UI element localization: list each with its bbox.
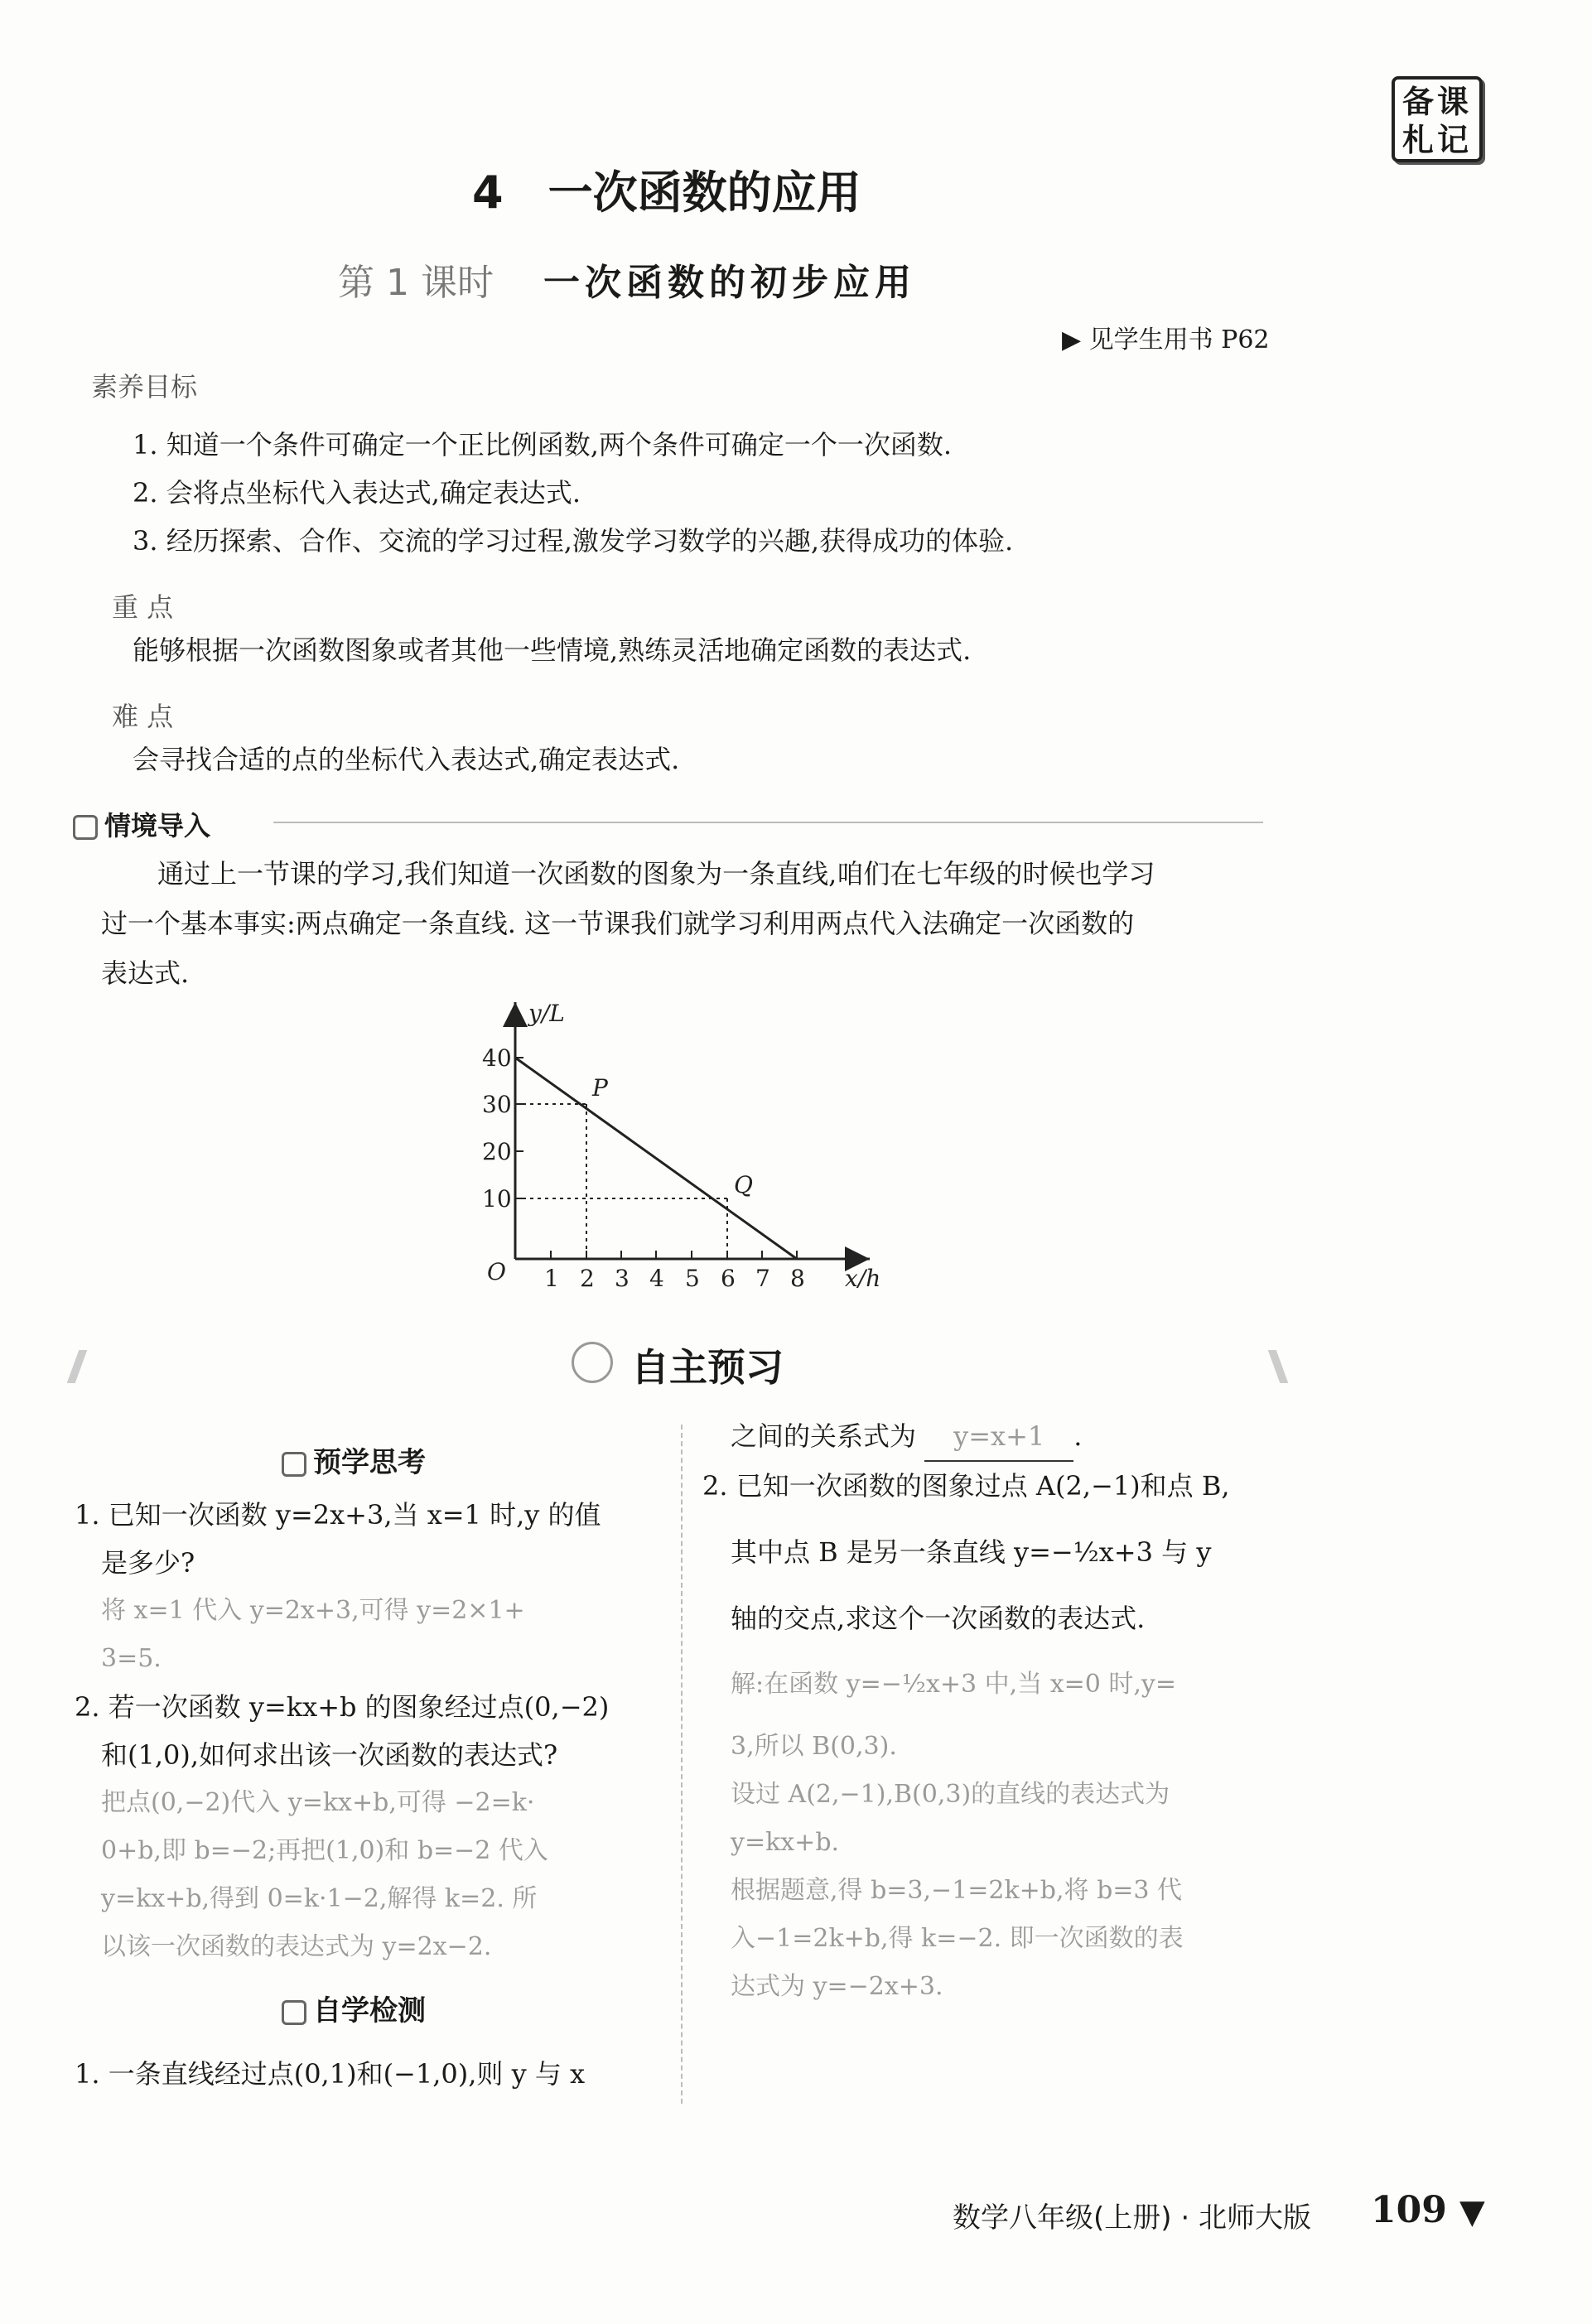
banner-right-mark xyxy=(1268,1350,1289,1383)
difficulty-text: 会寻找合适的点的坐标代入表达式,确定表达式. xyxy=(133,744,680,775)
check-q1-line1: 1. 一条直线经过点(0,1)和(−1,0),则 y 与 x xyxy=(75,2058,586,2090)
y-axis-label: y/L xyxy=(528,1000,565,1027)
check-q1-answer: y=x+1 xyxy=(924,1412,1073,1462)
lesson-heading xyxy=(338,253,916,306)
pre-a1-line1: 将 x=1 代入 y=2x+3,可得 y=2×1+ xyxy=(101,1596,525,1625)
pre-q2-line1: 2. 若一次函数 y=kx+b 的图象经过点(0,−2) xyxy=(75,1691,610,1723)
intro-line-1: 通过上一节课的学习,我们知道一次函数的图象为一条直线,咱们在七年级的时候也学习 xyxy=(157,858,1155,890)
check-q1-cont-text: 之间的关系式为 xyxy=(731,1420,917,1452)
check-a2-line4: y=kx+b. xyxy=(731,1828,840,1857)
self-check-header xyxy=(282,1988,426,2028)
x-tick-5: 5 xyxy=(685,1265,700,1288)
x-tick-8: 8 xyxy=(790,1265,805,1288)
chat-icon xyxy=(73,815,98,840)
footer-text: 数学八年级(上册) · 北师大版 xyxy=(953,2201,1311,2235)
line-graph xyxy=(464,990,895,1288)
check-a2-line6: 入−1=2k+b,得 k=−2. 即一次函数的表 xyxy=(731,1924,1184,1953)
pre-think-label: 预学思考 xyxy=(313,1446,426,1479)
notes-stamp xyxy=(1392,76,1483,162)
corner-arrow-icon: ▼ xyxy=(1459,2193,1485,2231)
x-tick-6: 6 xyxy=(721,1265,736,1288)
pre-think-header xyxy=(282,1439,426,1480)
point-q-label: Q xyxy=(734,1171,753,1198)
y-tick-10: 10 xyxy=(482,1185,512,1213)
book-icon xyxy=(282,1452,306,1477)
lesson-title: 一次函数的初步应用 xyxy=(543,262,916,304)
check-a2-line5: 根据题意,得 b=3,−1=2k+b,将 b=3 代 xyxy=(731,1876,1183,1905)
check-q2-line3: 轴的交点,求这个一次函数的表达式. xyxy=(731,1603,1146,1634)
check-a2-line1: 解:在函数 y=−½x+3 中,当 x=0 时,y= xyxy=(731,1670,1176,1699)
page-number: 109 xyxy=(1371,2189,1447,2231)
column-divider xyxy=(681,1425,683,2104)
pre-a2-line3: y=kx+b,得到 0=k·1−2,解得 k=2. 所 xyxy=(101,1884,538,1913)
preview-icon xyxy=(572,1342,613,1383)
key-point-text: 能够根据一次函数图象或者其他一些情境,熟练灵活地确定函数的表达式. xyxy=(133,634,972,666)
origin-label: O xyxy=(487,1258,506,1285)
y-tick-40: 40 xyxy=(482,1044,512,1072)
intro-label: 情境导入 xyxy=(104,810,211,841)
difficulty-label: 难 点 xyxy=(112,701,174,732)
intro-line-2: 过一个基本事实:两点确定一条直线. 这一节课我们就学习利用两点代入法确定一次函数的 xyxy=(101,908,1135,939)
chapter-title: 4 一次函数的应用 xyxy=(472,166,861,219)
pre-q1-line1: 1. 已知一次函数 y=2x+3,当 x=1 时,y 的值 xyxy=(75,1499,601,1531)
check-a2-line2: 3,所以 B(0,3). xyxy=(731,1732,897,1761)
intro-header xyxy=(73,805,210,843)
intro-divider xyxy=(273,822,1263,823)
ref-text: 见学生用书 P62 xyxy=(1088,325,1270,354)
x-axis-label: x/h xyxy=(845,1265,881,1288)
goal-3: 3. 经历探索、合作、交流的学习过程,激发学习数学的兴趣,获得成功的体验. xyxy=(133,525,1014,557)
y-tick-30: 30 xyxy=(482,1091,512,1118)
stamp-line-2: 札记 xyxy=(1401,122,1472,158)
preview-title: 自主预习 xyxy=(631,1345,784,1390)
pre-a2-line2: 0+b,即 b=−2;再把(1,0)和 b=−2 代入 xyxy=(101,1836,548,1865)
point-p-label: P xyxy=(592,1074,608,1102)
goal-2: 2. 会将点坐标代入表达式,确定表达式. xyxy=(133,477,581,509)
key-point-label: 重 点 xyxy=(112,591,174,623)
check-q2-line1: 2. 已知一次函数的图象过点 A(2,−1)和点 B, xyxy=(702,1470,1230,1502)
triangle-icon: ▶ xyxy=(1062,325,1082,354)
pre-a1-line2: 3=5. xyxy=(101,1644,162,1673)
check-q2-line2: 其中点 B 是另一条直线 y=−½x+3 与 y xyxy=(731,1536,1212,1568)
lesson-label: 第 1 课时 xyxy=(338,262,494,304)
x-tick-1: 1 xyxy=(544,1265,559,1288)
y-tick-20: 20 xyxy=(482,1138,512,1165)
pre-a2-line1: 把点(0,−2)代入 y=kx+b,可得 −2=k· xyxy=(101,1788,535,1817)
banner-left-mark xyxy=(67,1350,88,1383)
x-tick-4: 4 xyxy=(649,1265,664,1288)
check-icon xyxy=(282,2000,306,2025)
check-q1-continuation: 之间的关系式为 y=x+1 . xyxy=(731,1412,1082,1462)
self-check-label: 自学检测 xyxy=(313,1994,426,2027)
goal-1: 1. 知道一个条件可确定一个正比例函数,两个条件可确定一个一次函数. xyxy=(133,429,953,460)
x-tick-7: 7 xyxy=(755,1265,770,1288)
check-a2-line3: 设过 A(2,−1),B(0,3)的直线的表达式为 xyxy=(731,1780,1170,1809)
x-tick-2: 2 xyxy=(580,1265,595,1288)
x-tick-3: 3 xyxy=(615,1265,630,1288)
intro-line-3: 表达式. xyxy=(101,957,190,989)
check-a2-line7: 达式为 y=−2x+3. xyxy=(731,1972,943,2001)
student-book-ref xyxy=(1062,319,1270,355)
pre-q2-line2: 和(1,0),如何求出该一次函数的表达式? xyxy=(101,1739,558,1771)
goals-label: 素养目标 xyxy=(91,371,198,403)
stamp-line-1: 备课 xyxy=(1401,84,1472,120)
function-line xyxy=(515,1058,797,1259)
pre-a2-line4: 以该一次函数的表达式为 y=2x−2. xyxy=(101,1932,492,1961)
pre-q1-line2: 是多少? xyxy=(101,1547,195,1579)
